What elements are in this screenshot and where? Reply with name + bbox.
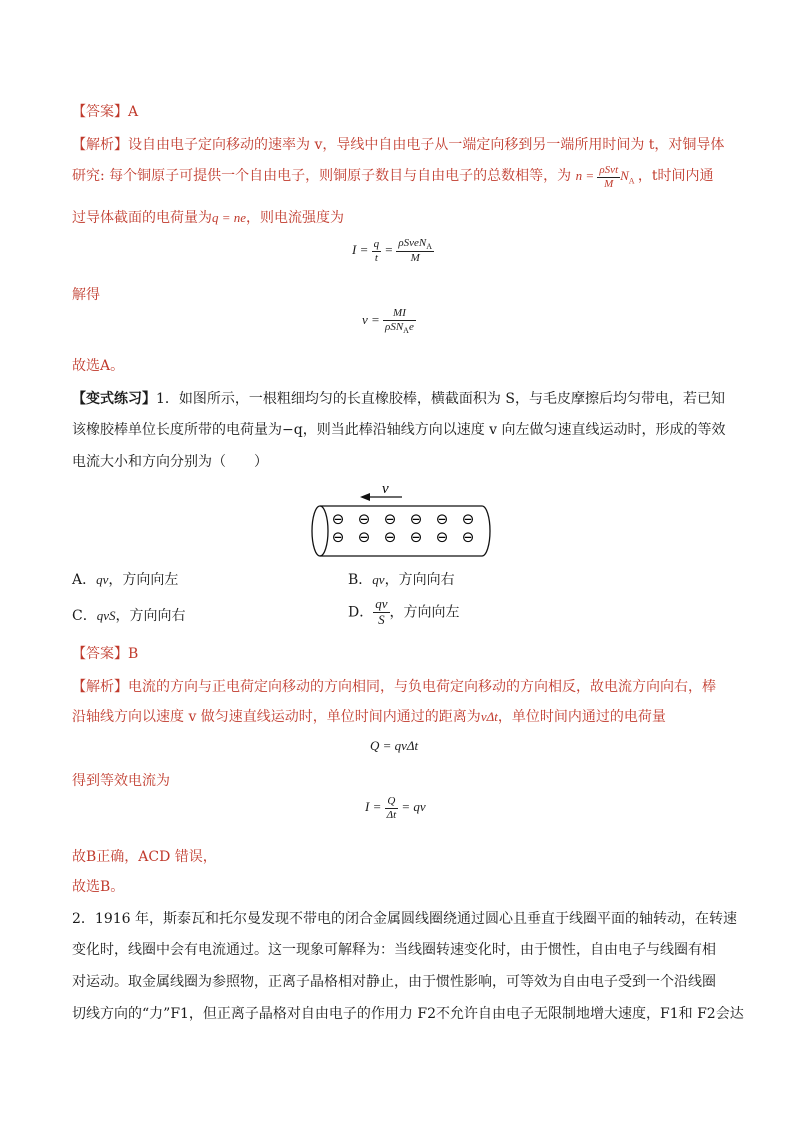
n-tail: N bbox=[620, 168, 629, 184]
correct-line: 故B正确，ACD 错误， bbox=[72, 849, 217, 865]
answer-line-1 bbox=[72, 101, 138, 121]
answer-value-2: B bbox=[128, 646, 139, 662]
eq4-frac bbox=[385, 795, 399, 821]
option-c-expr: qvS bbox=[96, 608, 116, 623]
eq2-sub: A bbox=[403, 325, 409, 335]
rod-figure bbox=[300, 478, 500, 558]
option-d-num: qv bbox=[375, 596, 388, 611]
eq1-frac1 bbox=[372, 238, 382, 264]
eq2-den-tail: e bbox=[408, 320, 414, 333]
q2-line-1: 2．1916 年，斯泰瓦和托尔曼发现不带电的闭合金属圆线圈绕通过圆心且垂直于线圈平面的轴转动，在转速 bbox=[72, 911, 737, 927]
negative-charge: ⊖ bbox=[461, 510, 475, 528]
n-formula bbox=[575, 164, 638, 190]
n-den: M bbox=[604, 177, 614, 190]
vdt-eq: vΔt bbox=[480, 709, 498, 724]
negative-charge: ⊖ bbox=[331, 528, 345, 546]
analysis-text-2b: ，t时间内通 bbox=[637, 168, 714, 185]
n-fraction bbox=[597, 164, 620, 190]
negative-charge: ⊖ bbox=[383, 528, 397, 546]
equation-2 bbox=[362, 307, 416, 335]
eq1-f2-den: M bbox=[410, 252, 420, 265]
answer-line-2 bbox=[72, 643, 138, 663]
q2-line-3: 对运动。取金属线圈为参照物，正离子晶格相对静止，由于惯性影响，可等效为自由电子受到一个沿线圈 bbox=[72, 974, 716, 990]
option-d-text: ，方向向左 bbox=[389, 604, 460, 621]
variant-line-2: 该橡胶棒单位长度所带的电荷量为−q，则当此棒沿轴线方向以速度 v 向左做匀速直线运动时，形成的等效 bbox=[72, 422, 726, 438]
option-b-text: ，方向向右 bbox=[384, 572, 455, 588]
analysis-line-3 bbox=[72, 207, 344, 227]
analysis2-line-2 bbox=[72, 706, 666, 726]
analysis2-text-2b: ，单位时间内通过的电荷量 bbox=[497, 709, 666, 725]
option-a bbox=[72, 569, 178, 589]
eq4-num: Q bbox=[385, 795, 399, 809]
option-b-label: B． bbox=[348, 572, 373, 588]
equation-4 bbox=[365, 795, 426, 821]
answer-value: A bbox=[128, 104, 139, 120]
eq2-den: ρSN bbox=[385, 320, 404, 333]
option-d bbox=[348, 597, 460, 628]
q-eq: q = ne bbox=[212, 210, 247, 225]
answer-tag-2: 【答案】 bbox=[72, 646, 128, 662]
negative-charge: ⊖ bbox=[409, 528, 423, 546]
option-c bbox=[72, 605, 186, 625]
eq2-num: MI bbox=[383, 307, 416, 321]
option-b-expr: qv bbox=[372, 572, 385, 587]
equation-1 bbox=[352, 237, 434, 265]
option-c-label: C． bbox=[72, 608, 97, 624]
analysis2-line-1 bbox=[72, 676, 716, 696]
q2-line-2: 变化时，线圈中会有电流通过。这一现象可解释为：当线圈转速变化时，由于惯性，自由电子与线圈有相 bbox=[72, 942, 716, 958]
analysis-line-2 bbox=[72, 164, 713, 190]
rod-svg bbox=[300, 478, 500, 558]
option-b bbox=[348, 569, 455, 589]
solve-label: 解得 bbox=[72, 287, 100, 303]
variant-line-3: 电流大小和方向分别为（ ） bbox=[72, 454, 268, 470]
eq1-f2-num: ρSveN bbox=[398, 237, 427, 249]
eq2-frac bbox=[383, 307, 416, 335]
negative-charge: ⊖ bbox=[357, 510, 371, 528]
n-lhs: n = bbox=[575, 168, 595, 184]
analysis-line-1 bbox=[72, 134, 724, 154]
analysis-text-3: 过导体截面的电荷量为 bbox=[72, 210, 212, 226]
analysis2-text-1: 电流的方向与正电荷定向移动的方向相同，与负电荷定向移动的方向相反，故电流方向向右，棒 bbox=[128, 679, 716, 695]
q2-line-4: 切线方向的“力”F1，但正离子晶格对自由电子的作用力 F2不允许自由电子无限制地增大速度，F1和 F2会达 bbox=[72, 1006, 744, 1022]
n-num: ρSvt bbox=[599, 164, 619, 176]
variant-tag: 【变式练习】 bbox=[72, 391, 156, 407]
velocity-arrow-head bbox=[360, 493, 370, 501]
option-d-frac bbox=[373, 597, 389, 628]
effective-label: 得到等效电流为 bbox=[72, 773, 170, 789]
eq4-rhs: = qv bbox=[401, 799, 426, 815]
analysis-text-2: 研究: 每个铜原子可提供一个自由电子，则铜原子数目与自由电子的总数相等，为 bbox=[72, 168, 572, 185]
negative-charge: ⊖ bbox=[435, 510, 449, 528]
eq1-f1-den: t bbox=[374, 251, 378, 264]
eq2-lhs: v = bbox=[362, 312, 380, 327]
option-a-expr: qv bbox=[96, 572, 109, 587]
eq1-frac2 bbox=[396, 237, 434, 265]
eq1-lhs: I = bbox=[352, 242, 369, 257]
analysis-text-1: 设自由电子定向移动的速率为 v，导线中自由电子从一端定向移到另一端所用时间为 t，对铜导体 bbox=[128, 137, 725, 153]
rod-end bbox=[312, 506, 328, 556]
negative-charge: ⊖ bbox=[409, 510, 423, 528]
negative-charge: ⊖ bbox=[357, 528, 371, 546]
conclusion-2: 故选B。 bbox=[72, 879, 125, 895]
analysis2-text-2: 沿轴线方向以速度 v 做匀速直线运动时，单位时间内通过的距离为 bbox=[72, 709, 481, 725]
n-sub: A bbox=[628, 176, 635, 186]
analysis-text-3b: ，则电流强度为 bbox=[246, 210, 345, 226]
eq4-den: Δt bbox=[386, 808, 397, 821]
analysis-tag-2: 【解析】 bbox=[72, 679, 128, 695]
equation-3: Q = qvΔt bbox=[370, 738, 419, 753]
negative-charge: ⊖ bbox=[461, 528, 475, 546]
eq1-f1-num: q bbox=[373, 237, 380, 250]
charges-group bbox=[332, 510, 475, 546]
variant-line-1 bbox=[72, 388, 725, 408]
option-a-label: A． bbox=[72, 572, 97, 588]
analysis-tag: 【解析】 bbox=[72, 137, 128, 153]
eq4-lhs: I = bbox=[365, 799, 382, 815]
velocity-label: v bbox=[382, 481, 389, 497]
negative-charge: ⊖ bbox=[435, 528, 449, 546]
conclusion-1: 故选A。 bbox=[72, 358, 125, 374]
answer-tag: 【答案】 bbox=[72, 104, 128, 120]
eq1-f2-sub: A bbox=[426, 242, 433, 252]
option-c-text: ，方向向右 bbox=[115, 608, 186, 624]
eq1-mid: = bbox=[384, 242, 394, 257]
negative-charge: ⊖ bbox=[383, 510, 397, 528]
option-d-label: D． bbox=[348, 604, 374, 621]
option-a-text: ，方向向左 bbox=[108, 572, 179, 588]
negative-charge: ⊖ bbox=[331, 510, 345, 528]
variant-text-1: 1．如图所示，一根粗细均匀的长直橡胶棒，横截面积为 S，与毛皮摩擦后均匀带电，若已知 bbox=[156, 391, 725, 407]
option-d-den: S bbox=[378, 611, 385, 627]
